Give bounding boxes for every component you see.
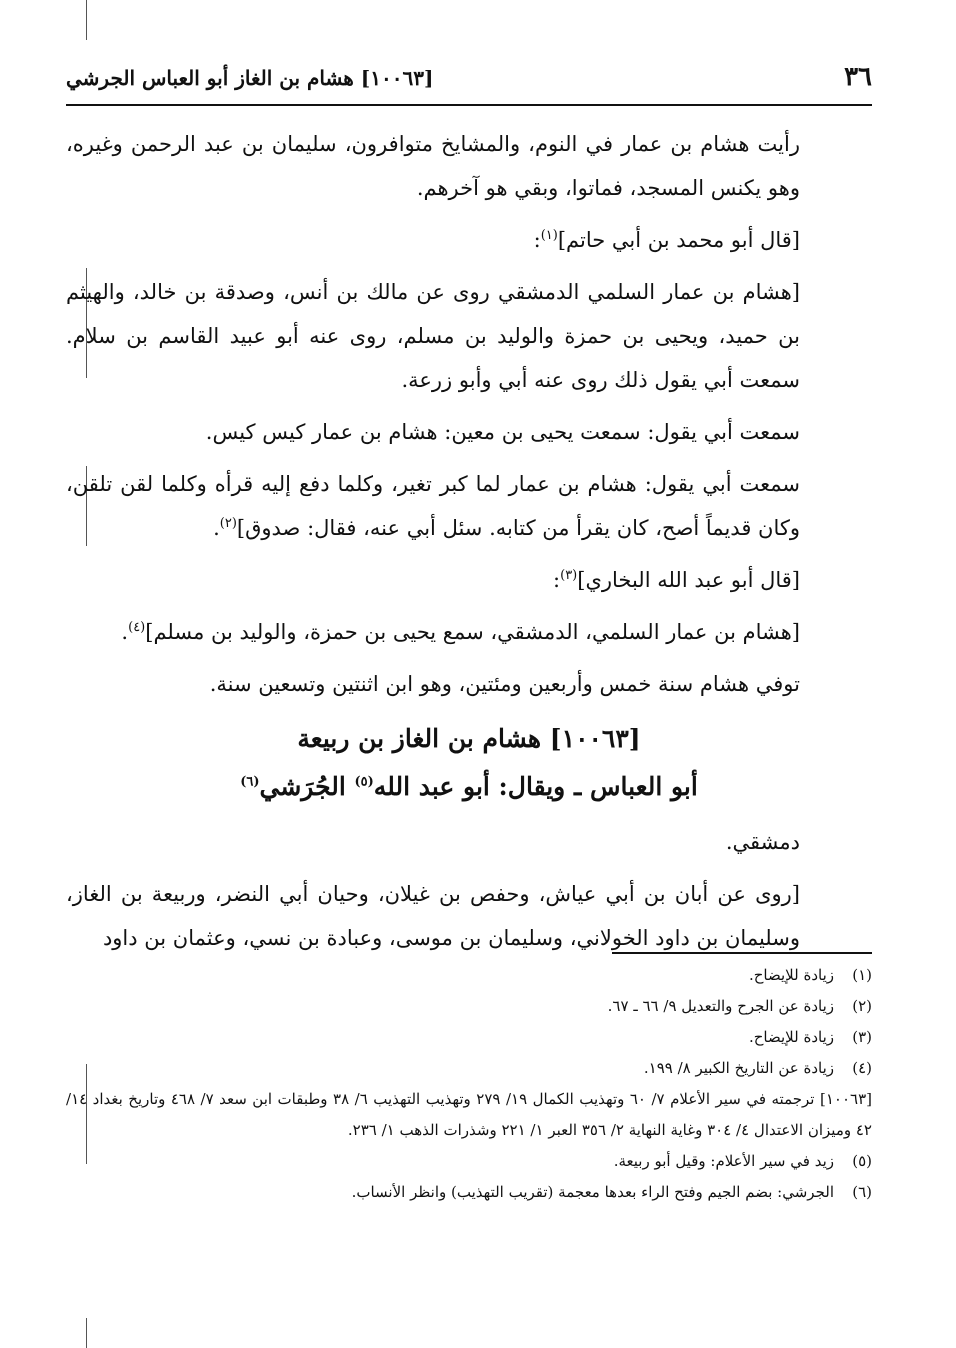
paragraph: دمشقي. bbox=[725, 830, 800, 854]
footnote-ref: (٣) bbox=[560, 568, 578, 583]
main-text bbox=[66, 122, 872, 968]
footnote-ref: (٤) bbox=[128, 620, 146, 635]
footnote: (٥) زيد في سير الأعلام: وقيل أبو ربيعة. bbox=[613, 1152, 872, 1170]
margin-scan-line bbox=[86, 0, 87, 40]
footnote: (٤) زيادة عن التاريخ الكبير ٨/ ١٩٩. bbox=[643, 1059, 872, 1077]
header-rule bbox=[66, 104, 872, 106]
footnote-rule bbox=[612, 952, 872, 954]
footnote-ref: (٦) bbox=[240, 774, 260, 790]
paragraph: سمعت أبي يقول: سمعت يحيى بن معين: هشام بن عمار كيس كيس. bbox=[205, 420, 800, 444]
footnote: [١٠٠٦٣] ترجمته في سير الأعلام ٧/ ٦٠ وتهذيب الكمال ١٩/ ٢٧٩ وتهذيب التهذيب ٦/ ٣٨ وطبقات ابن سعد ٧/ ٤٦٨ وتاريخ بغداد ١٤/ ٤٢ وميزان الاعتدال ٤/ ٣٠٤ وغاية النهاية ٢/ ٣٥٦ العبر ١/ ٢٢١ وشذرات الذهب ١/ ٢٣٦. bbox=[66, 1090, 872, 1139]
running-title: [١٠٠٦٣] هشام بن الغاز أبو العباس الجرشي bbox=[66, 66, 434, 90]
entry-title: [١٠٠٦٣] هشام بن الغاز بن ربيعة bbox=[297, 724, 641, 753]
page-header bbox=[66, 62, 872, 98]
paragraph: [روى عن أبان بن أبي عياش، وحفص بن غيلان، وحيان أبي النضر، وربيعة بن الغاز، وسليمان بن داود الخولاني، وسليمان بن موسى، وعبادة بن نسي، وعثمان بن داود bbox=[66, 882, 800, 950]
margin-scan-line bbox=[86, 1318, 87, 1348]
paragraph: [قال أبو محمد بن أبي حاتم]$^{(١)}$: bbox=[533, 228, 800, 252]
footnote: (٣) زيادة للإيضاح. bbox=[748, 1028, 872, 1046]
footnote: (٢) زيادة عن الجرح والتعديل ٩/ ٦٦ ـ ٦٧. bbox=[607, 997, 872, 1015]
page-number: ٣٦ bbox=[844, 62, 872, 92]
paragraph: سمعت أبي يقول: هشام بن عمار لما كبر تغير، وكلما دفع إليه قرأه وكلما لقن تلقن، وكان قديماً أصح، كان يقرأ من كتابه. سئل أبي عنه، فقال: صدوق]$^{(٢)}$. bbox=[66, 472, 800, 540]
paragraph: [قال أبو عبد الله البخاري]$^{(٣)}$: bbox=[553, 568, 800, 592]
footnote-ref: (١) bbox=[540, 228, 558, 243]
paragraph: [هشام بن عمار السلمي، الدمشقي، سمع يحيى بن حمزة، والوليد بن مسلم]$^{(٤)}$. bbox=[121, 620, 800, 644]
footnote: (١) زيادة للإيضاح. bbox=[748, 966, 872, 984]
paragraph: توفي هشام سنة خمس وأربعين ومئتين، وهو ابن اثنتين وتسعين سنة. bbox=[209, 672, 800, 696]
footnotes bbox=[66, 960, 872, 1208]
footnote-ref: (٢) bbox=[219, 516, 237, 531]
footnote-ref: (٥) bbox=[354, 774, 374, 790]
paragraph: رأيت هشام بن عمار في النوم، والمشايخ متوافرون، سليمان بن عبد الرحمن وغيره، وهو يكنس المسجد، فماتوا، وبقي هو آخرهم. bbox=[66, 132, 800, 200]
entry-subtitle: أبو العباس ـ ويقال: أبو عبد الله$^{(٥)}$ الجُرَشي$^{(٦)}$ bbox=[240, 772, 698, 801]
footnote: (٦) الجرشي: بضم الجيم وفتح الراء بعدها معجمة (تقريب التهذيب) وانظر الأنساب. bbox=[351, 1183, 872, 1201]
paragraph: [هشام بن عمار السلمي الدمشقي روى عن مالك بن أنس، وصدقة بن خالد، والهيثم بن حميد، ويحيى بن حمزة والوليد بن مسلم، روى عنه أبو عبيد القاسم بن سلام. سمعت أبي يقول ذلك روى عنه أبي وأبو زرعة. bbox=[66, 280, 800, 392]
